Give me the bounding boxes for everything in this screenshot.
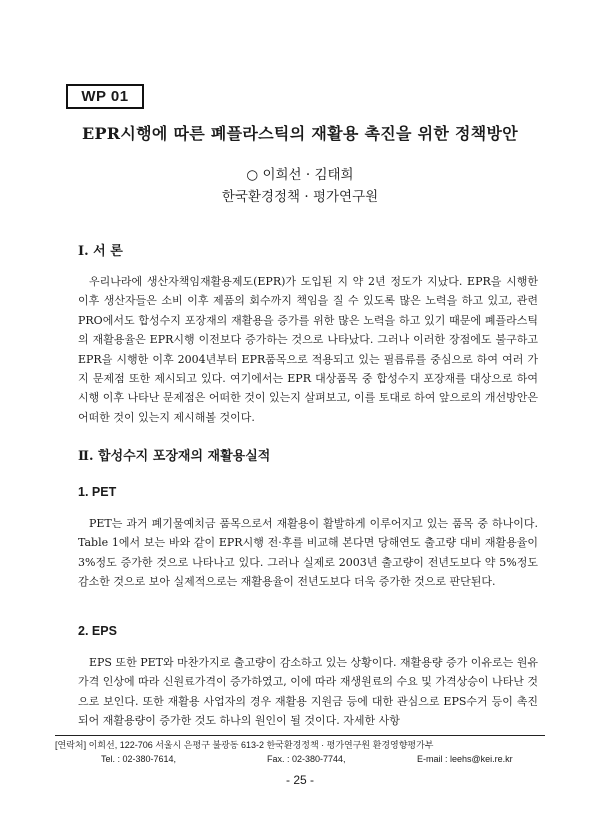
contact-tel: Tel. : 02-380-7614,: [101, 754, 177, 764]
contact-address: 이희선, 122-706 서울시 은평구 불광동 613-2 한국환경정책 · 평가연구원 환경영향평가부: [88, 740, 434, 750]
contact-row-numbers: [55, 752, 545, 766]
contact-block: [55, 735, 545, 766]
paper-title: EPR시행에 따른 폐플라스틱의 재활용 촉진을 위한 정책방안: [81, 124, 519, 143]
page-number: - 25 -: [285, 773, 314, 787]
contact-label: [연락처]: [55, 740, 87, 750]
session-code-box: [66, 84, 144, 109]
contact-row-address: [55, 738, 545, 752]
contact-fax: Fax. : 02-380-7744,: [267, 754, 346, 764]
pet-heading: 1. PET: [78, 485, 117, 499]
intro-heading: Ⅰ. 서 론: [78, 244, 123, 259]
eps-paragraph: EPS 또한 PET와 마찬가지로 출고량이 감소하고 있는 상황이다. 재활용량 증가 이유로는 원유가격 인상에 따라 신원료가격이 증가하였고, 이에 따라 재생원료의 수요 및 가격상승이 나타난 것으로 보인다. 또한 재활용 사업자의 경우 재활용 지원금 등에 대한 관심으로 EPS수거 등이 촉진되어 재활용량이 증가한 것도 하나의 원인이 될 것이다. 자세한 사항: [78, 656, 538, 728]
pet-paragraph: PET는 과거 폐기물예치금 품목으로서 재활용이 활발하게 이루어지고 있는 품목 중 하나이다. Table 1에서 보는 바와 같이 EPR시행 전·후를 비교해 본다면 당해연도 출고량 대비 재활용율이 3%정도 증가한 것으로 나타나고 있다. 그러나 실제로 2003년 출고량이 전년도보다 약 5%정도 감소한 것으로 보아 실제적으로는 재활용율이 전년도보다 더욱 증가한 것으로 판단된다.: [78, 517, 538, 589]
eps-heading: 2. EPS: [78, 624, 117, 638]
intro-paragraph: 우리나라에 생산자책임재활용제도(EPR)가 도입된 지 약 2년 정도가 지났다. EPR을 시행한 이후 생산자들은 소비 이후 제품의 회수까지 책임을 질 수 있도록 많은 노력을 하고 있고, 관련 PRO에서도 합성수지 포장재의 재활용을 증가를 위한 많은 노력을 하고 있기 때문에 폐플라스틱의 재활용율은 EPR시행 이전보다 증가하는 것으로 나타났다. 그러나 이러한 장점에도 불구하고 EPR을 시행한 이후 2004년부터 EPR품목으로 적용되고 있는 필름류를 중심으로 하여 여러 가지 문제점 또한 제시되고 있다. 여기에서는 EPR 대상품목 중 합성수지 포장재를 대상으로 하여 시행 이후 나타난 문제점은 어떠한 것이 있는지 살펴보고, 이를 토대로 하여 앞으로의 개선방안은 어떠한 것이 있는지 제시해볼 것이다.: [78, 275, 538, 424]
session-code: WP 01: [81, 88, 129, 105]
section2-heading: Ⅱ. 합성수지 포장재의 재활용실적: [78, 449, 271, 464]
author-affiliation: 한국환경정책 · 평가연구원: [221, 189, 379, 205]
author-list: ○ 이희선 · 김태희: [246, 167, 354, 183]
contact-email: E-mail : leehs@kei.re.kr: [417, 754, 513, 764]
